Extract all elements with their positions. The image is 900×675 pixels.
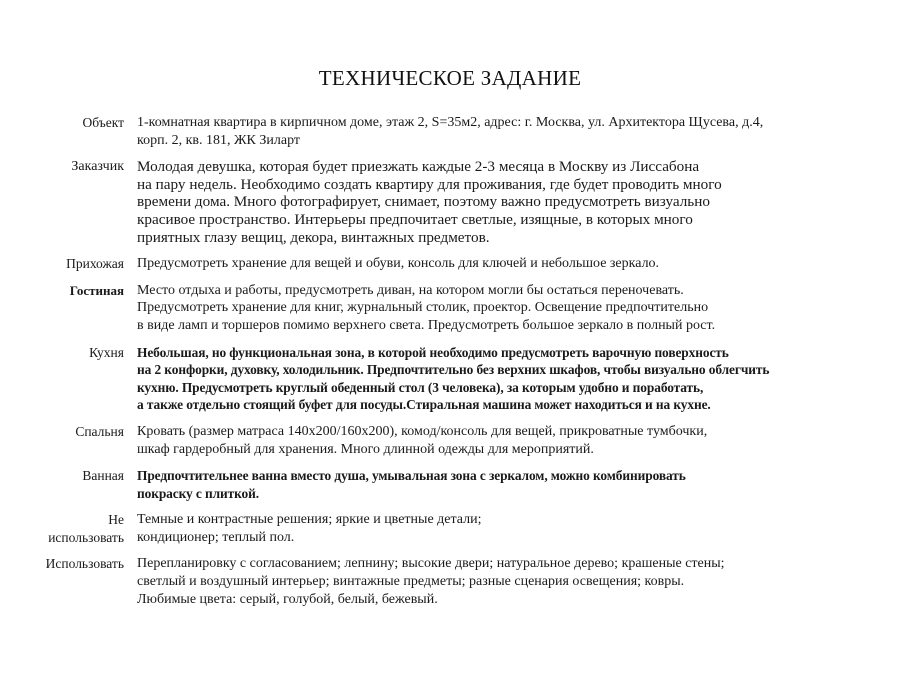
row-living-room bbox=[28, 282, 878, 335]
page-title: ТЕХНИЧЕСКОЕ ЗАДАНИЕ bbox=[318, 66, 582, 90]
row-line: Кровать (размер матраса 140х200/160х200), комод/консоль для вещей, прикроватные тумбочки, bbox=[137, 423, 708, 439]
row-object bbox=[28, 114, 878, 149]
row-line: времени дома. Много фотографирует, снимает, поэтому важно предусмотреть визуально bbox=[137, 193, 710, 211]
row-line: шкаф гардеробный для хранения. Много длинной одежды для мероприятий. bbox=[137, 441, 594, 457]
row-label: Прихожая bbox=[66, 256, 124, 272]
row-line: Предусмотреть хранение для вещей и обуви, консоль для ключей и небольшое зеркало. bbox=[137, 256, 660, 272]
row-line: кухню. Предусмотреть круглый обеденный стол (3 человека), за которым удобно и поработать, bbox=[137, 379, 704, 395]
row-value bbox=[137, 255, 878, 273]
row-line: Место отдыха и работы, предусмотреть диван, на котором могли бы остаться переночевать. bbox=[137, 282, 684, 298]
row-line: красивое пространство. Интерьеры предпочитает светлые, изящные, в которых много bbox=[137, 210, 693, 228]
row-value bbox=[137, 158, 878, 246]
row-label: Заказчик bbox=[71, 159, 124, 175]
row-line: корп. 2, кв. 181, ЖК Зиларт bbox=[137, 132, 301, 148]
row-line: на 2 конфорки, духовку, холодильник. Предпочтительно без верхних шкафов, чтобы визуально облегчить bbox=[137, 362, 770, 378]
row-do-not-use bbox=[28, 511, 878, 546]
row-line: Перепланировку с согласованием; лепнину; высокие двери; натуральное дерево; крашеные стены; bbox=[137, 556, 725, 572]
row-line: Любимые цвета: серый, голубой, белый, бежевый. bbox=[137, 591, 438, 607]
row-label: Кухня bbox=[89, 344, 124, 360]
row-value bbox=[137, 282, 878, 335]
row-label-line: Не bbox=[108, 512, 124, 528]
row-line: в виде ламп и торшеров помимо верхнего света. Предусмотреть большое зеркало в полный рост. bbox=[137, 317, 716, 333]
row-line: Молодая девушка, которая будет приезжать каждые 2-3 месяца в Москву из Лиссабона bbox=[137, 158, 700, 176]
row-label: Спальня bbox=[75, 423, 124, 439]
row-kitchen bbox=[28, 344, 878, 414]
row-bathroom bbox=[28, 467, 878, 502]
row-use bbox=[28, 555, 878, 608]
row-label: Ванная bbox=[82, 468, 124, 484]
row-line: на пару недель. Необходимо создать квартиру для проживания, где будет проводить много bbox=[137, 175, 722, 193]
row-line: Предпочтительнее ванна вместо душа, умывальная зона с зеркалом, можно комбинировать bbox=[137, 468, 686, 484]
row-hallway bbox=[28, 255, 878, 273]
row-value bbox=[137, 511, 878, 546]
row-label-line: использовать bbox=[48, 529, 124, 545]
row-line: приятных глазу вещиц, декора, винтажных предметов. bbox=[137, 228, 490, 246]
row-value bbox=[137, 344, 878, 414]
row-label: Гостиная bbox=[69, 282, 124, 298]
row-label: Объект bbox=[82, 115, 124, 130]
row-line: а также отдельно стоящий буфет для посуды.Стиральная машина может находиться и на кухне. bbox=[137, 397, 711, 413]
row-value bbox=[137, 555, 878, 608]
row-value bbox=[137, 114, 878, 149]
row-value bbox=[137, 423, 878, 458]
row-line: светлый и воздушный интерьер; винтажные предметы; разные сценария освещения; ковры. bbox=[137, 574, 685, 590]
row-bedroom bbox=[28, 423, 878, 458]
row-line: покраску с плиткой. bbox=[137, 485, 259, 501]
row-line: Темные и контрастные решения; яркие и цветные детали; bbox=[137, 512, 482, 528]
row-line: Небольшая, но функциональная зона, в которой необходимо предусмотреть варочную поверхность bbox=[137, 344, 729, 360]
row-label: Использовать bbox=[45, 556, 124, 572]
row-label bbox=[28, 511, 137, 546]
row-line: 1-комнатная квартира в кирпичном доме, этаж 2, S=35м2, адрес: г. Москва, ул. Архитектора Щусева, д.4, bbox=[137, 115, 764, 130]
row-line: Предусмотреть хранение для книг, журнальный столик, проектор. Освещение предпочтительно bbox=[137, 300, 709, 316]
row-value bbox=[137, 467, 878, 502]
row-customer bbox=[28, 158, 878, 246]
row-line: кондиционер; теплый пол. bbox=[137, 529, 295, 545]
spec-table bbox=[28, 114, 878, 617]
